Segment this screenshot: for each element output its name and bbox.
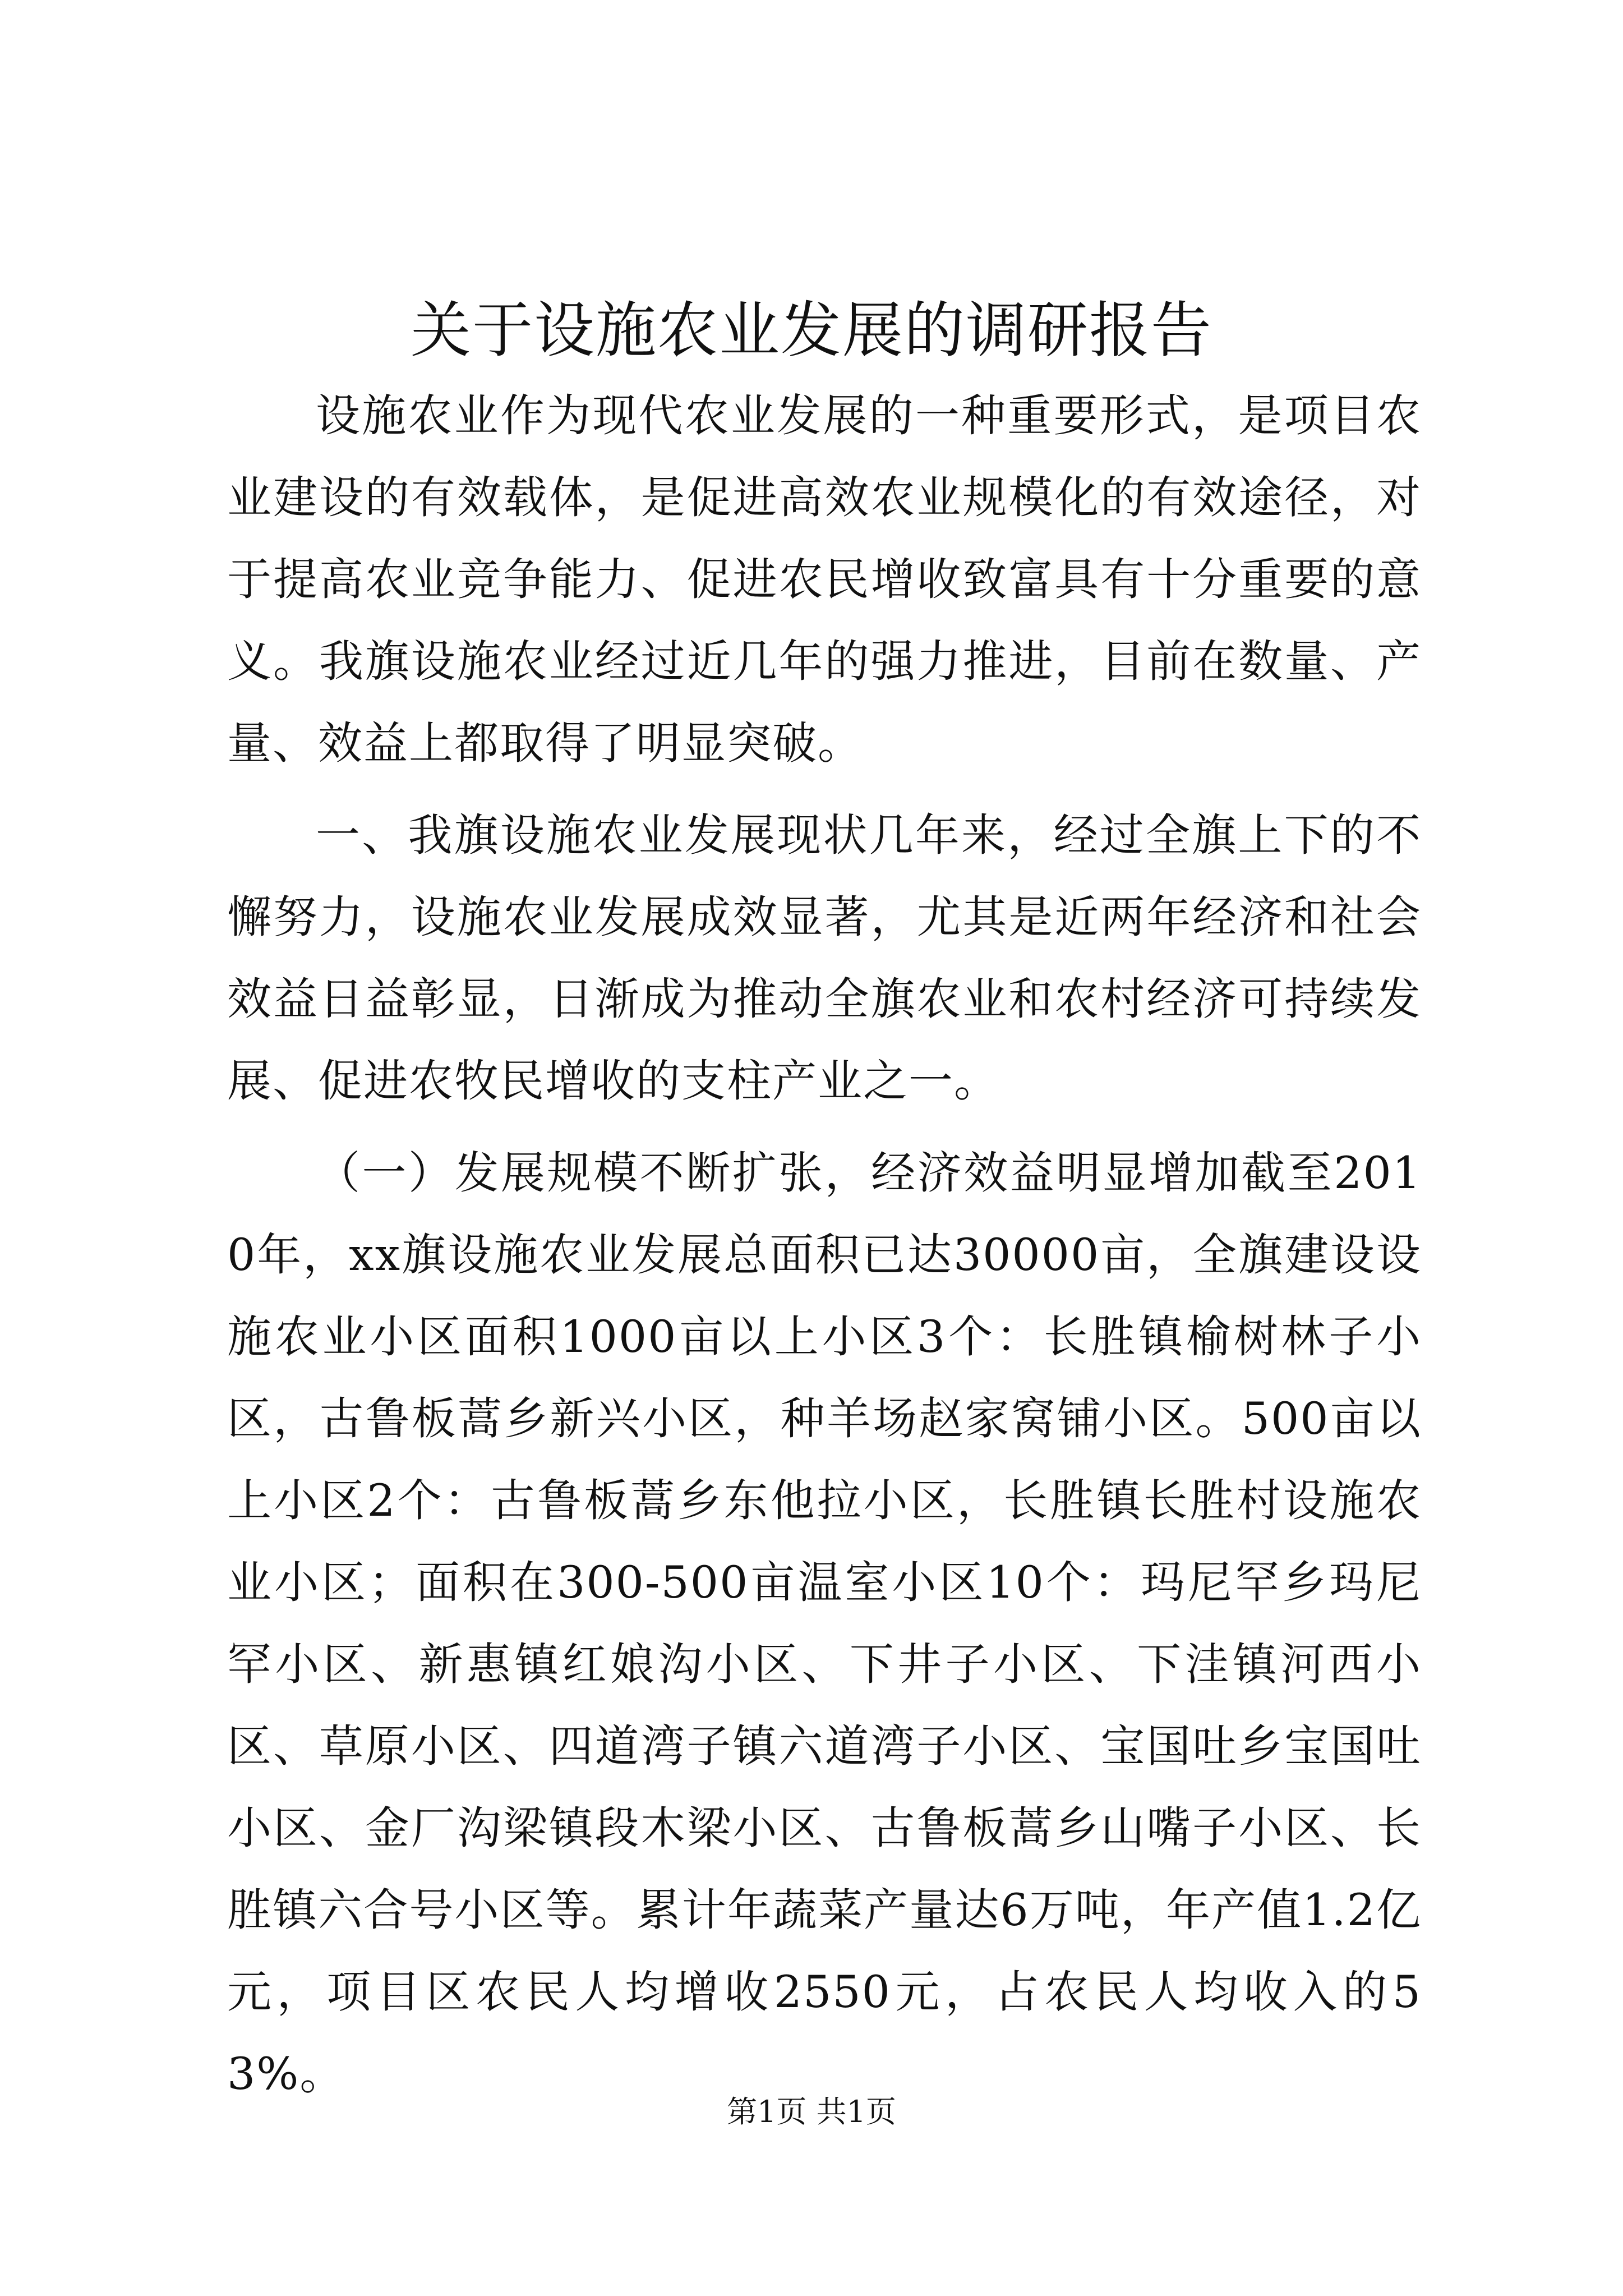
page-footer: 第1页 共1页: [727, 2094, 896, 2129]
paragraph-intro: 设施农业作为现代农业发展的一种重要形式，是项目农业建设的有效载体，是促进高效农业规模化的有效途径，对于提高农业竞争能力、促进农民增收致富具有十分重要的意义。我旗设施农业经过近几年的强力推进，目前在数量、产量、效益上都取得了明显突破。: [227, 390, 1422, 769]
document-body: [227, 375, 1422, 2125]
paragraph-subsection-one: （一）发展规模不断扩张，经济效益明显增加截至2010年，xx旗设施农业发展总面积已达30000亩，全旗建设设施农业小区面积1000亩以上小区3个：长胜镇榆树林子小区，古鲁板蒿乡新兴小区，种羊场赵家窝铺小区。500亩以上小区2个：古鲁板蒿乡东他拉小区，长胜镇长胜村设施农业小区；面积在300-500亩温室小区10个：玛尼罕乡玛尼罕小区、新惠镇红娘沟小区、下井子小区、下洼镇河西小区、草原小区、四道湾子镇六道湾子小区、宝国吐乡宝国吐小区、金厂沟梁镇段木梁小区、古鲁板蒿乡山嘴子小区、长胜镇六合号小区等。累计年蔬菜产量达6万吨，年产值1.2亿元，项目区农民人均增收2550元，占农民人均收入的53%。: [227, 1147, 1422, 2100]
document-title: 关于设施农业发展的调研报告: [410, 296, 1212, 366]
paragraph-section-one: 一、我旗设施农业发展现状几年来，经过全旗上下的不懈努力，设施农业发展成效显著，尤其是近两年经济和社会效益日益彰显，日渐成为推动全旗农业和农村经济可持续发展、促进农牧民增收的支柱产业之一。: [227, 809, 1422, 1107]
